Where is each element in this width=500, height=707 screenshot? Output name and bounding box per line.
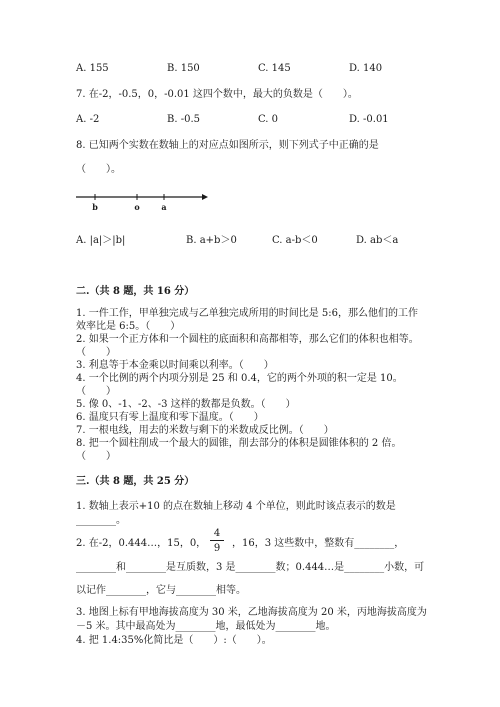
s2-q1-line2: 效率比是 6:5。（ ） — [76, 321, 181, 332]
q8-option-d: D. ab＜a — [356, 235, 399, 246]
s3-q2-line2: ________和________是互质数，3 是________数；0.444…是________小数，可 — [76, 562, 425, 573]
q7-option-b: B. -0.5 — [167, 114, 200, 125]
s2-q8-line1: 8. 把一个圆柱削成一个最大的圆锥，削去部分的体积是圆锥体积的 2 倍。 — [76, 438, 402, 449]
s3-q1-line2: ________。 — [76, 515, 126, 526]
fraction-denominator: 9 — [213, 543, 221, 554]
s2-q5: 5. 像 0、-1、-2、-3 这样的数都是负数。（ ） — [76, 399, 296, 410]
s3-q4-line1: 4. 把 1.4:35%化简比是（ ）:（ ）。 — [76, 635, 272, 646]
s3-q3-line2: －5 米。其中最高处为________地，最低处为________地。 — [76, 621, 336, 632]
s3-q3-line1: 3. 地图上标有甲地海拔高度为 30 米，乙地海拔高度为 20 米，丙地海拔高度为 — [76, 607, 427, 618]
s2-q3: 3. 利息等于本金乘以时间乘以利率。（ ） — [76, 360, 274, 371]
s3-q2-part1: 2. 在-2，0.444…，15，0， — [76, 538, 207, 549]
s3-q2-part2: ，16，3 这些数中，整数有________， — [232, 538, 405, 549]
s2-q2-line1: 2. 如果一个正方体和一个圆柱的底面积和高都相等，那么它们的体积也相等。 — [76, 334, 419, 345]
s3-q1-line1: 1. 数轴上表示+10 的点在数轴上移动 4 个单位，则此时该点表示的数是 — [76, 501, 396, 512]
s2-q8-line2: （ ） — [76, 451, 116, 462]
section-2-heading: 二.（共 8 题，共 16 分） — [76, 286, 195, 297]
q8-option-c: C. a-b＜0 — [272, 235, 318, 246]
q6-option-b: B. 150 — [167, 63, 200, 74]
number-line-figure — [74, 190, 212, 212]
s2-q4-line1: 4. 一个比例的两个内项分别是 25 和 0.4，它的两个外项的积一定是 10。 — [76, 373, 403, 384]
fraction-numerator: 4 — [213, 528, 221, 539]
q6-option-a: A. 155 — [76, 63, 109, 74]
q8-blank: （ ）。 — [76, 164, 121, 175]
q8-option-b: B. a+b＞0 — [186, 235, 237, 246]
s2-q7: 7. 一根电线，用去的米数与剩下的米数成反比例。（ ） — [76, 425, 334, 436]
q8-option-a: A. |a|＞|b| — [76, 235, 126, 246]
s2-q2-line2: （ ） — [76, 347, 116, 358]
q7-stem: 7. 在-2，-0.5，0，-0.01 这四个数中，最大的负数是（ ）。 — [76, 89, 358, 100]
q6-option-c: C. 145 — [258, 63, 291, 74]
number-line-arrow-icon — [202, 194, 208, 200]
axis-label-o: o — [134, 202, 140, 212]
axis-label-a: a — [161, 202, 167, 212]
q7-option-a: A. -2 — [76, 114, 100, 125]
section-3-heading: 三.（共 8 题，共 25 分） — [76, 476, 195, 487]
q6-option-d: D. 140 — [349, 63, 383, 74]
q7-option-d: D. -0.01 — [349, 114, 389, 125]
q7-option-c: C. 0 — [258, 114, 279, 125]
q8-stem: 8. 已知两个实数在数轴上的对应点如图所示，则下列式子中正确的是 — [76, 140, 379, 151]
fraction-bar — [210, 540, 224, 541]
axis-label-b: b — [92, 202, 98, 212]
s2-q6: 6. 温度只有零上温度和零下温度。（ ） — [76, 412, 264, 423]
s3-q2-line3: 以记作________，它与________相等。 — [76, 585, 246, 596]
s2-q4-line2: （ ） — [76, 386, 116, 397]
s2-q1-line1: 1. 一件工作，甲单独完成与乙单独完成所用的时间比是 5:6，那么他们的工作 — [76, 308, 418, 319]
